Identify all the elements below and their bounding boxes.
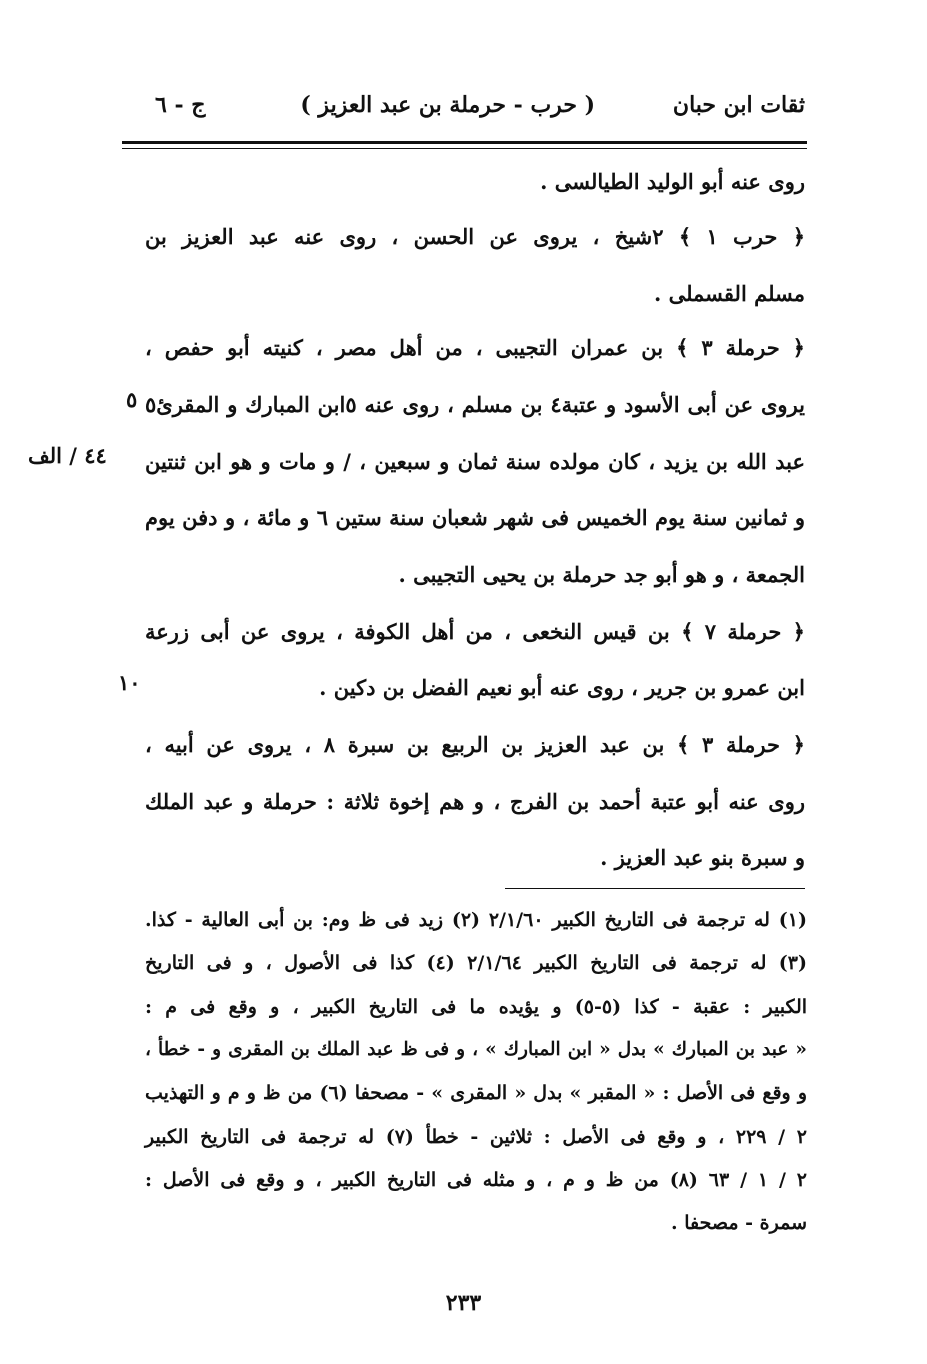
text-line: روى عنه أبو الوليد الطيالسى . — [540, 169, 805, 194]
book-title: ثقات ابن حبان — [672, 92, 805, 118]
folio-marker: ٤٤ / الف — [28, 443, 107, 468]
footnote-line: الكبير : عقبة - كذا (٥-٥) و يؤيده ما فى التاريخ الكبير ، و وقع فى م : — [145, 996, 808, 1018]
text-line: ﴿ حرملة ٧ ﴾ بن قيس النخعى ، من أهل الكوفة ، يروى عن أبى زرعة — [145, 619, 805, 644]
text-line: ابن عمرو بن جرير ، روى عنه أبو نعيم الفضل بن دكين . — [319, 675, 805, 700]
footnote-line: (١) له ترجمة فى التاريخ الكبير ٢/١/٦٠ (٢) زيد فى ظ وم: بن أبى العالية - كذا. — [145, 909, 807, 931]
text-line: ﴿ حرب ١ ﴾ ٢شيخ ، يروى عن الحسن ، روى عنه عبد العزيز بن — [145, 224, 806, 249]
text-line: يروى عن أبى الأسود و عتبة٤ بن مسلم ، روى عنه ٥ابن المبارك و المقرئ٥ — [145, 392, 805, 417]
text-line: روى عنه أبو عتبة أحمد بن الفرج ، و هم إخوة ثلاثة : حرملة و عبد الملك — [145, 789, 805, 814]
footnote-line: (٣) له ترجمة فى التاريخ الكبير ٢/١/٦٤ (٤) كذا فى الأصول ، و فى التاريخ — [145, 952, 807, 974]
header-rule — [122, 141, 807, 144]
header-rule-thin — [122, 148, 807, 149]
text-line: الجمعة ، و هو أبو جد حرملة بن يحيى التجيبى . — [398, 562, 805, 587]
footnote-line: سمرة - مصحفا . — [670, 1212, 807, 1234]
text-line: ﴿ حرملة ٣ ﴾ بن عبد العزيز بن الربيع بن سبرة ٨ ، يروى عن أبيه ، — [145, 732, 805, 757]
volume-number: ج - ٦ — [155, 92, 206, 118]
text-line: مسلم القسملى . — [653, 281, 805, 306]
footnote-rule — [505, 888, 805, 889]
footnote-line: و وقع فى الأصل : « المقبر » بدل « المقرى » - مصحفا (٦) من ظ و م و التهذيب — [145, 1082, 808, 1104]
footnote-line: ٢ / ١ / ٦٣ (٨) من ظ و م ، و مثله فى التاريخ الكبير ، و وقع فى الأصل : — [145, 1169, 808, 1191]
text-line: و سبرة بنو عبد العزيز . — [600, 845, 805, 870]
page-number: ٢٣٣ — [445, 1290, 482, 1316]
running-header — [125, 92, 805, 132]
line-number-5: ٥ — [126, 387, 138, 412]
text-line: عبد الله بن يزيد ، كان مولده سنة ثمان و سبعين ، / و مات و هو ابن ثنتين — [145, 449, 805, 474]
footnote-line: ٢ / ٢٢٩ ، و وقع فى الأصل : ثلاثين - خطأ (٧) له ترجمة فى التاريخ الكبير — [145, 1126, 807, 1148]
text-line: و ثمانين سنة يوم الخميس فى شهر شعبان سنة ستين ٦ و مائة ، و دفن يوم — [145, 505, 805, 530]
text-line: ﴿ حرملة ٣ ﴾ بن عمران التجيبى ، من أهل مصر ، كنيته أبو حفص ، — [145, 335, 805, 360]
line-number-10: ١٠ — [118, 670, 141, 695]
footnote-line: « عبد بن المبارك » بدل « ابن المبارك » ، و فى ظ عبد الملك بن المقرى و - خطأ ، — [145, 1039, 807, 1060]
entry-range: ( حرب - حرملة بن عبد العزيز ) — [300, 92, 595, 118]
